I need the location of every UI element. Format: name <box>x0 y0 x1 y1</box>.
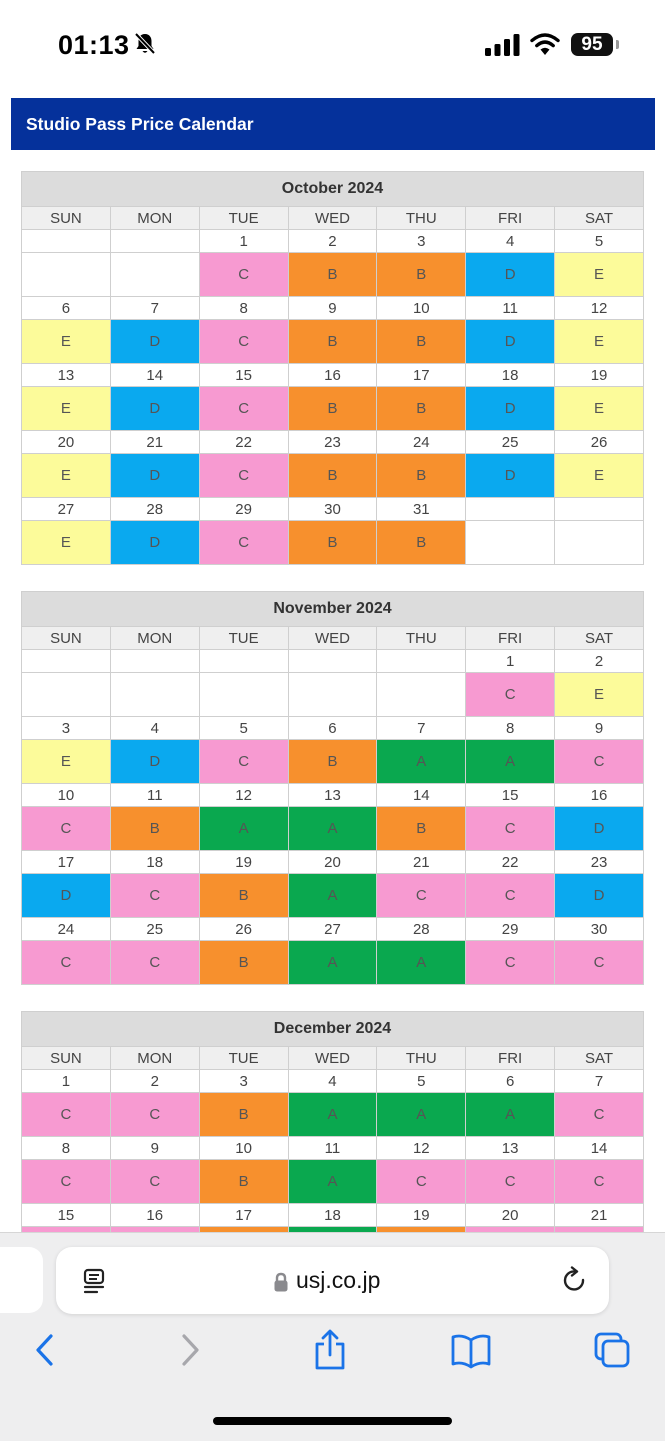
day-number: 26 <box>555 431 644 454</box>
price-tier-cell[interactable]: E <box>555 320 644 364</box>
day-number: 9 <box>110 1137 199 1160</box>
price-tier-cell[interactable]: C <box>110 1160 199 1204</box>
weekday-header: MON <box>110 207 199 230</box>
price-tier-cell[interactable]: D <box>555 874 644 918</box>
empty-cell <box>110 673 199 717</box>
day-number: 17 <box>22 851 111 874</box>
price-tier-cell[interactable]: B <box>377 807 466 851</box>
empty-cell <box>288 673 377 717</box>
day-number: 13 <box>22 364 111 387</box>
price-tier-cell[interactable]: E <box>22 521 111 565</box>
day-number: 12 <box>555 297 644 320</box>
day-number: 27 <box>22 498 111 521</box>
reader-mode-icon[interactable] <box>82 1267 108 1295</box>
price-tier-cell[interactable]: D <box>22 874 111 918</box>
empty-day <box>22 230 111 253</box>
calendar-month <box>21 171 644 565</box>
weekday-header: WED <box>288 1047 377 1070</box>
weekday-header: WED <box>288 207 377 230</box>
day-number: 29 <box>199 498 288 521</box>
empty-day <box>110 650 199 673</box>
day-number: 15 <box>466 784 555 807</box>
price-tier-cell[interactable]: E <box>22 740 111 784</box>
price-tier-cell[interactable]: B <box>377 320 466 364</box>
empty-cell <box>110 253 199 297</box>
price-tier-cell[interactable]: C <box>377 1160 466 1204</box>
price-tier-cell[interactable]: B <box>199 1093 288 1137</box>
price-tier-cell[interactable]: B <box>199 1160 288 1204</box>
empty-cell <box>377 673 466 717</box>
day-number: 14 <box>110 364 199 387</box>
price-tier-cell[interactable]: C <box>466 1160 555 1204</box>
day-number: 23 <box>288 431 377 454</box>
price-tier-cell[interactable]: B <box>377 521 466 565</box>
price-tier-cell[interactable]: B <box>288 320 377 364</box>
empty-day <box>22 650 111 673</box>
price-tier-cell[interactable]: C <box>22 941 111 985</box>
price-tier-cell[interactable]: C <box>22 1093 111 1137</box>
status-bar <box>0 0 665 90</box>
empty-day <box>555 498 644 521</box>
day-number: 8 <box>466 717 555 740</box>
price-tier-cell[interactable]: B <box>377 253 466 297</box>
day-number: 17 <box>199 1204 288 1227</box>
day-number: 20 <box>288 851 377 874</box>
day-number: 5 <box>199 717 288 740</box>
day-number: 7 <box>110 297 199 320</box>
day-number: 16 <box>288 364 377 387</box>
day-number: 30 <box>288 498 377 521</box>
day-number: 22 <box>199 431 288 454</box>
price-tier-cell[interactable]: B <box>288 253 377 297</box>
month-title: October 2024 <box>22 172 644 207</box>
day-number: 9 <box>288 297 377 320</box>
price-tier-cell[interactable]: A <box>466 740 555 784</box>
weekday-header: SAT <box>555 207 644 230</box>
day-number: 18 <box>288 1204 377 1227</box>
day-number: 16 <box>110 1204 199 1227</box>
price-tier-cell[interactable]: C <box>466 807 555 851</box>
empty-day <box>288 650 377 673</box>
weekday-header: FRI <box>466 207 555 230</box>
price-tier-cell[interactable]: D <box>110 740 199 784</box>
weekday-header: FRI <box>466 1047 555 1070</box>
bell-muted-icon <box>134 32 156 56</box>
day-number: 9 <box>555 717 644 740</box>
share-icon[interactable] <box>311 1328 349 1372</box>
month-title: December 2024 <box>22 1012 644 1047</box>
weekday-header: SUN <box>22 207 111 230</box>
tabs-icon[interactable] <box>592 1328 632 1372</box>
browser-toolbar <box>0 1232 665 1441</box>
lock-icon <box>273 1272 289 1292</box>
price-tier-cell[interactable]: C <box>466 874 555 918</box>
price-tier-cell[interactable]: B <box>288 521 377 565</box>
price-tier-cell[interactable]: C <box>555 740 644 784</box>
price-tier-cell[interactable]: C <box>466 673 555 717</box>
day-number: 6 <box>22 297 111 320</box>
day-number: 11 <box>466 297 555 320</box>
address-bar[interactable] <box>56 1247 609 1314</box>
price-tier-cell[interactable]: C <box>199 253 288 297</box>
day-number: 17 <box>377 364 466 387</box>
price-tier-cell[interactable]: E <box>555 454 644 498</box>
day-number: 7 <box>377 717 466 740</box>
bookmarks-icon[interactable] <box>450 1328 492 1372</box>
day-number: 6 <box>288 717 377 740</box>
reload-icon[interactable] <box>561 1266 589 1296</box>
empty-cell <box>199 673 288 717</box>
day-number: 11 <box>288 1137 377 1160</box>
price-tier-cell[interactable]: C <box>377 874 466 918</box>
price-tier-cell[interactable]: C <box>199 740 288 784</box>
price-tier-cell[interactable]: B <box>288 740 377 784</box>
home-indicator[interactable] <box>213 1417 452 1425</box>
day-number: 2 <box>288 230 377 253</box>
price-tier-cell[interactable]: D <box>466 454 555 498</box>
day-number: 18 <box>466 364 555 387</box>
empty-cell <box>466 521 555 565</box>
day-number: 2 <box>110 1070 199 1093</box>
weekday-header: TUE <box>199 1047 288 1070</box>
day-number: 4 <box>466 230 555 253</box>
day-number: 19 <box>555 364 644 387</box>
day-number: 18 <box>110 851 199 874</box>
day-number: 15 <box>22 1204 111 1227</box>
day-number: 23 <box>555 851 644 874</box>
price-tier-cell[interactable]: D <box>555 807 644 851</box>
price-tier-cell[interactable]: D <box>110 454 199 498</box>
price-tier-cell[interactable]: D <box>466 387 555 431</box>
day-number: 12 <box>199 784 288 807</box>
status-time: 01:13 <box>58 30 130 60</box>
price-tier-cell[interactable]: A <box>288 874 377 918</box>
day-number: 27 <box>288 918 377 941</box>
day-number: 28 <box>377 918 466 941</box>
price-tier-cell[interactable]: E <box>555 387 644 431</box>
weekday-header: SUN <box>22 627 111 650</box>
day-number: 4 <box>110 717 199 740</box>
day-number: 20 <box>466 1204 555 1227</box>
weekday-header: THU <box>377 1047 466 1070</box>
back-icon[interactable] <box>30 1328 60 1372</box>
price-tier-cell[interactable]: E <box>555 673 644 717</box>
day-number: 24 <box>22 918 111 941</box>
day-number: 15 <box>199 364 288 387</box>
weekday-header: TUE <box>199 627 288 650</box>
empty-day <box>110 230 199 253</box>
day-number: 21 <box>110 431 199 454</box>
price-tier-cell[interactable]: E <box>22 454 111 498</box>
price-tier-cell[interactable]: C <box>22 807 111 851</box>
calendar-month <box>21 591 644 985</box>
price-tier-cell[interactable]: A <box>288 941 377 985</box>
price-tier-cell[interactable]: A <box>377 740 466 784</box>
day-number: 13 <box>466 1137 555 1160</box>
day-number: 29 <box>466 918 555 941</box>
price-tier-cell[interactable]: D <box>466 320 555 364</box>
price-tier-cell[interactable]: C <box>199 320 288 364</box>
price-tier-cell[interactable]: A <box>377 1093 466 1137</box>
day-number: 4 <box>288 1070 377 1093</box>
price-tier-cell[interactable]: D <box>110 387 199 431</box>
battery-icon <box>616 40 619 49</box>
empty-cell <box>555 521 644 565</box>
price-tier-cell[interactable]: B <box>199 941 288 985</box>
day-number: 10 <box>199 1137 288 1160</box>
day-number: 26 <box>199 918 288 941</box>
day-number: 22 <box>466 851 555 874</box>
price-tier-cell[interactable]: B <box>199 874 288 918</box>
price-tier-cell[interactable]: A <box>288 1093 377 1137</box>
price-tier-cell[interactable]: C <box>466 941 555 985</box>
price-tier-cell[interactable]: B <box>377 454 466 498</box>
day-number: 5 <box>555 230 644 253</box>
day-number: 2 <box>555 650 644 673</box>
weekday-header: SAT <box>555 1047 644 1070</box>
price-tier-cell[interactable]: C <box>199 521 288 565</box>
price-tier-cell[interactable]: D <box>110 320 199 364</box>
weekday-header: THU <box>377 627 466 650</box>
day-number: 25 <box>110 918 199 941</box>
weekday-header: MON <box>110 1047 199 1070</box>
price-tier-cell[interactable]: E <box>555 253 644 297</box>
price-tier-cell[interactable]: C <box>199 454 288 498</box>
day-number: 13 <box>288 784 377 807</box>
day-number: 14 <box>377 784 466 807</box>
price-tier-cell[interactable]: C <box>22 1160 111 1204</box>
day-number: 20 <box>22 431 111 454</box>
day-number: 1 <box>22 1070 111 1093</box>
cellular-signal-icon <box>485 34 521 56</box>
day-number: 21 <box>555 1204 644 1227</box>
price-tier-cell[interactable]: A <box>288 1160 377 1204</box>
price-tier-cell[interactable]: C <box>199 387 288 431</box>
price-tier-cell[interactable]: C <box>555 941 644 985</box>
price-tier-cell[interactable]: C <box>110 1093 199 1137</box>
empty-day <box>377 650 466 673</box>
day-number: 5 <box>377 1070 466 1093</box>
empty-cell <box>22 673 111 717</box>
month-title: November 2024 <box>22 592 644 627</box>
price-tier-cell[interactable]: B <box>288 454 377 498</box>
day-number: 3 <box>22 717 111 740</box>
day-number: 16 <box>555 784 644 807</box>
previous-tab-preview[interactable] <box>0 1247 43 1313</box>
day-number: 12 <box>377 1137 466 1160</box>
price-tier-cell[interactable]: C <box>110 941 199 985</box>
weekday-header: SUN <box>22 1047 111 1070</box>
day-number: 11 <box>110 784 199 807</box>
day-number: 1 <box>466 650 555 673</box>
day-number: 21 <box>377 851 466 874</box>
day-number: 10 <box>22 784 111 807</box>
day-number: 19 <box>199 851 288 874</box>
price-tier-cell[interactable]: A <box>377 941 466 985</box>
price-tier-cell[interactable]: E <box>22 320 111 364</box>
day-number: 3 <box>377 230 466 253</box>
price-tier-cell[interactable]: E <box>22 387 111 431</box>
price-tier-cell[interactable]: C <box>555 1160 644 1204</box>
forward-icon[interactable] <box>175 1328 205 1372</box>
wifi-icon <box>530 32 560 56</box>
day-number: 10 <box>377 297 466 320</box>
price-tier-cell[interactable]: C <box>555 1093 644 1137</box>
weekday-header: WED <box>288 627 377 650</box>
day-number: 8 <box>199 297 288 320</box>
day-number: 7 <box>555 1070 644 1093</box>
day-number: 19 <box>377 1204 466 1227</box>
empty-day <box>199 650 288 673</box>
page-banner <box>11 98 655 150</box>
price-tier-cell[interactable]: A <box>288 807 377 851</box>
weekday-header: SAT <box>555 627 644 650</box>
empty-day <box>466 498 555 521</box>
price-tier-cell[interactable]: B <box>288 387 377 431</box>
weekday-header: FRI <box>466 627 555 650</box>
price-tier-cell[interactable]: B <box>377 387 466 431</box>
weekday-header: TUE <box>199 207 288 230</box>
day-number: 31 <box>377 498 466 521</box>
page-title: Studio Pass Price Calendar <box>26 114 254 134</box>
day-number: 3 <box>199 1070 288 1093</box>
weekday-header: THU <box>377 207 466 230</box>
price-tier-cell[interactable]: C <box>110 874 199 918</box>
day-number: 24 <box>377 431 466 454</box>
battery-level: 95 <box>571 33 613 56</box>
price-tier-cell[interactable]: D <box>466 253 555 297</box>
url-text[interactable]: usj.co.jp <box>296 1267 381 1293</box>
day-number: 25 <box>466 431 555 454</box>
day-number: 8 <box>22 1137 111 1160</box>
day-number: 6 <box>466 1070 555 1093</box>
price-tier-cell[interactable]: A <box>466 1093 555 1137</box>
weekday-header: MON <box>110 627 199 650</box>
day-number: 28 <box>110 498 199 521</box>
day-number: 14 <box>555 1137 644 1160</box>
day-number: 1 <box>199 230 288 253</box>
price-tier-cell[interactable]: B <box>110 807 199 851</box>
day-number: 30 <box>555 918 644 941</box>
price-tier-cell[interactable]: D <box>110 521 199 565</box>
price-tier-cell[interactable]: A <box>199 807 288 851</box>
empty-cell <box>22 253 111 297</box>
